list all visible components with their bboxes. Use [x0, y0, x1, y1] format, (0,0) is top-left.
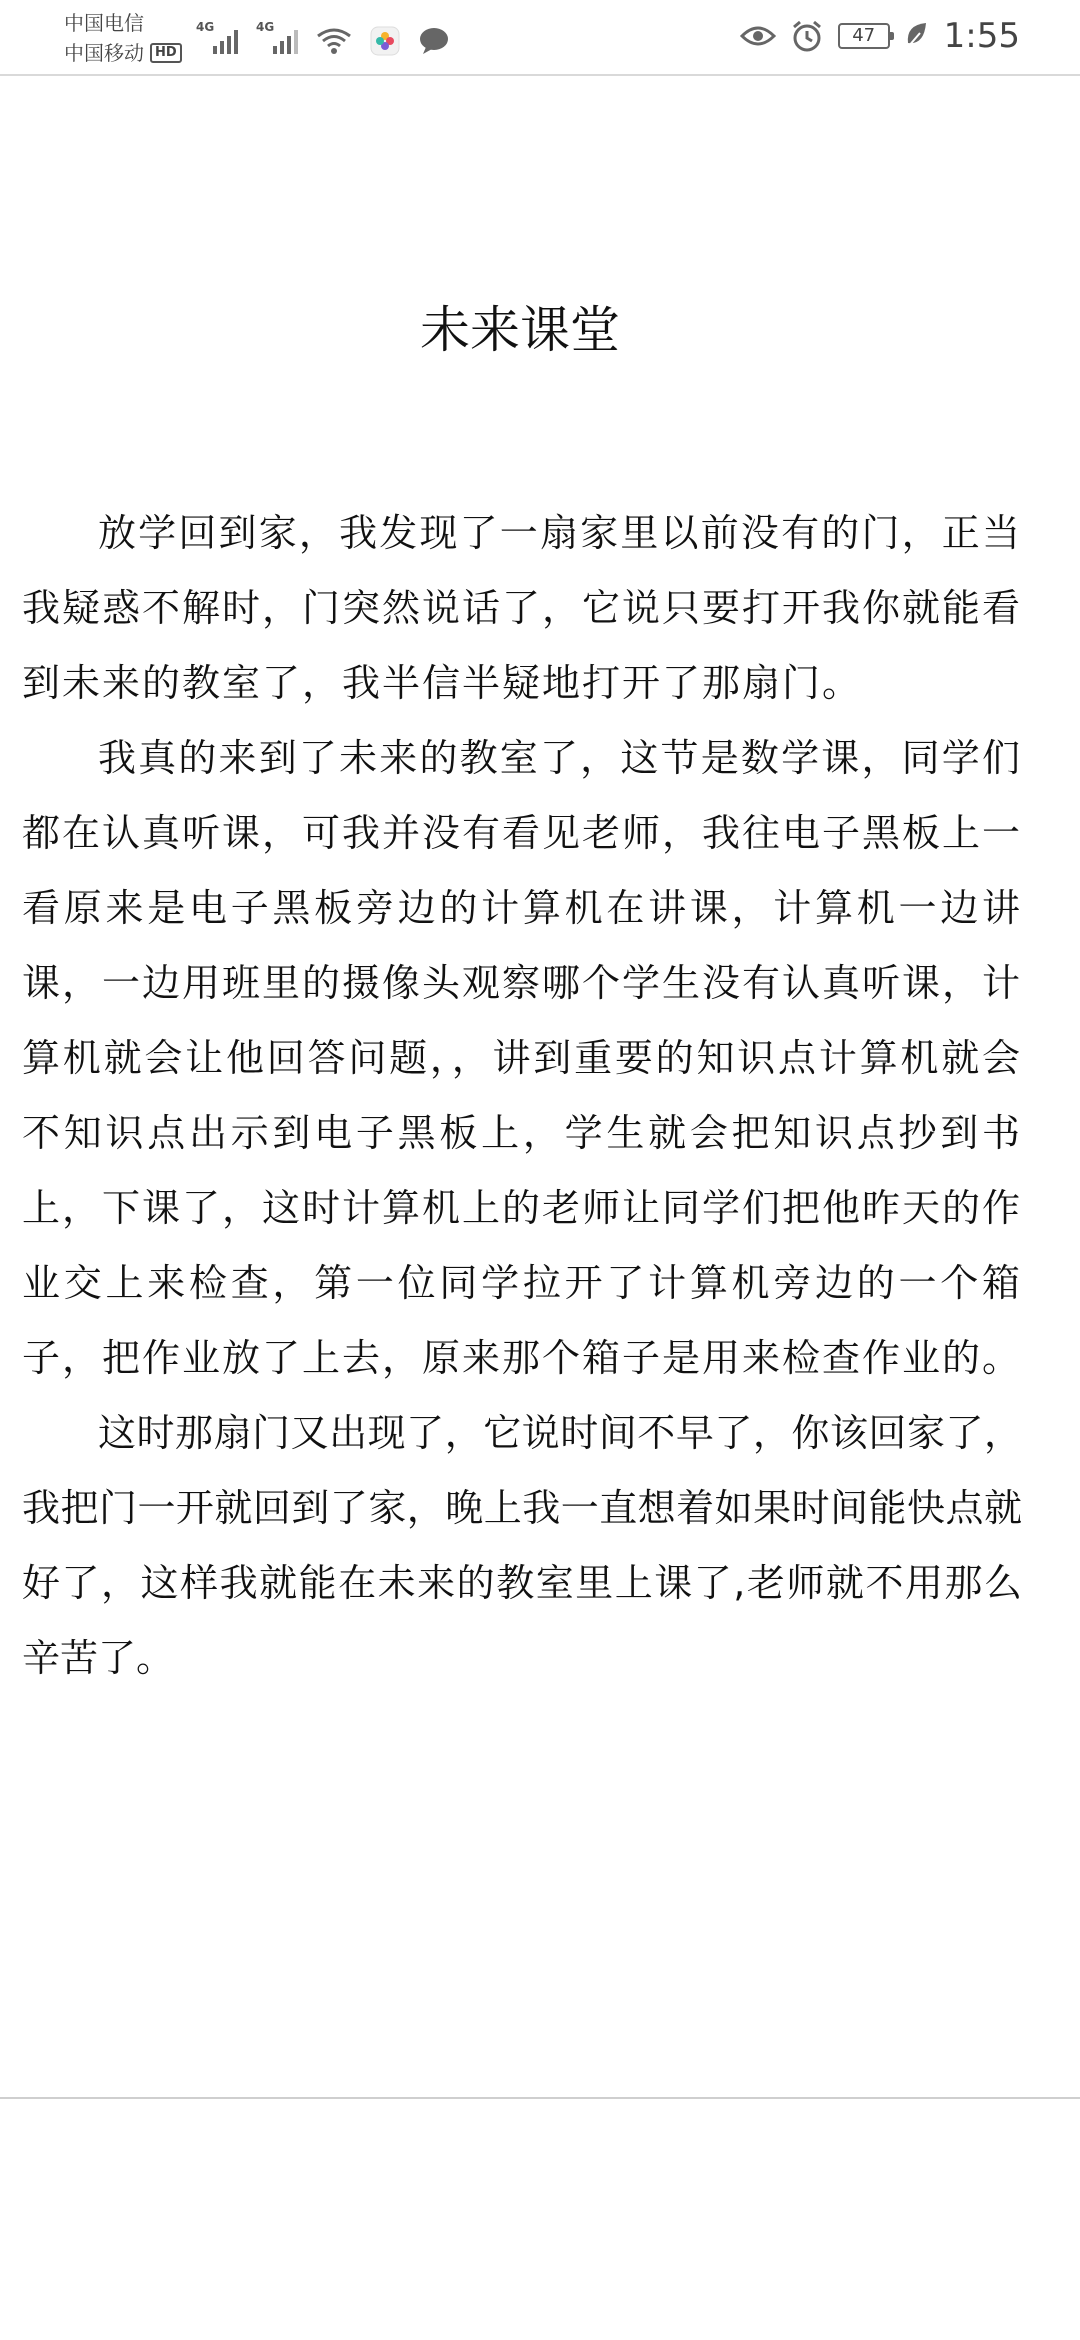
network-type-label: 4G — [256, 20, 275, 34]
carrier-2-label: 中国移动 — [64, 41, 144, 65]
eye-icon — [740, 24, 776, 48]
hd-badge: HD — [150, 43, 182, 63]
status-right-group — [740, 14, 1020, 58]
article-body — [22, 496, 1022, 1696]
battery-icon — [838, 23, 890, 49]
bottom-divider — [0, 2097, 1080, 2099]
article-paragraph: 我真的来到了未来的教室了，这节是数学课，同学们都在认真听课，可我并没有看见老师，我往电子黑板上一看原来是电子黑板旁边的计算机在讲课，计算机一边讲课，一边用班里的摄像头观察哪个学生没有认真听课，计算机就会让他回答问题，，讲到重要的知识点计算机就会不知识点出示到电子黑板上，学生就会把知识点抄到书上，下课了，这时计算机上的老师让同学们把他昨天的作业交上来检查，第一位同学拉开了计算机旁边的一个箱子，把作业放了上去，原来那个箱子是用来检查作业的。 — [22, 736, 1023, 1380]
carrier-1-label: 中国电信 — [64, 11, 144, 35]
clock-time: 1:55 — [943, 16, 1020, 56]
signal-indicators — [196, 16, 450, 56]
signal-strength-icon — [196, 20, 238, 56]
network-type-label: 4G — [196, 20, 215, 34]
signal-strength-icon — [256, 20, 298, 56]
article-paragraph: 这时那扇门又出现了，它说时间不早了，你该回家了，我把门一开就回到了家，晚上我一直想着如果时间能快点就好了，这样我就能在未来的教室里上课了,老师就不用那么辛苦了。 — [22, 1411, 1022, 1680]
leaf-icon — [904, 21, 930, 51]
article-title: 未来课堂 — [420, 301, 620, 359]
status-bar — [0, 0, 1080, 76]
alarm-icon — [790, 19, 824, 53]
photos-app-icon — [370, 26, 400, 56]
article-paragraph: 放学回到家，我发现了一扇家里以前没有的门，正当我疑惑不解时，门突然说话了，它说只要打开我你就能看到未来的教室了，我半信半疑地打开了那扇门。 — [22, 511, 1023, 705]
battery-level: 47 — [852, 25, 876, 46]
wifi-icon — [316, 26, 352, 56]
message-icon — [418, 26, 450, 56]
carrier-info — [64, 8, 182, 68]
